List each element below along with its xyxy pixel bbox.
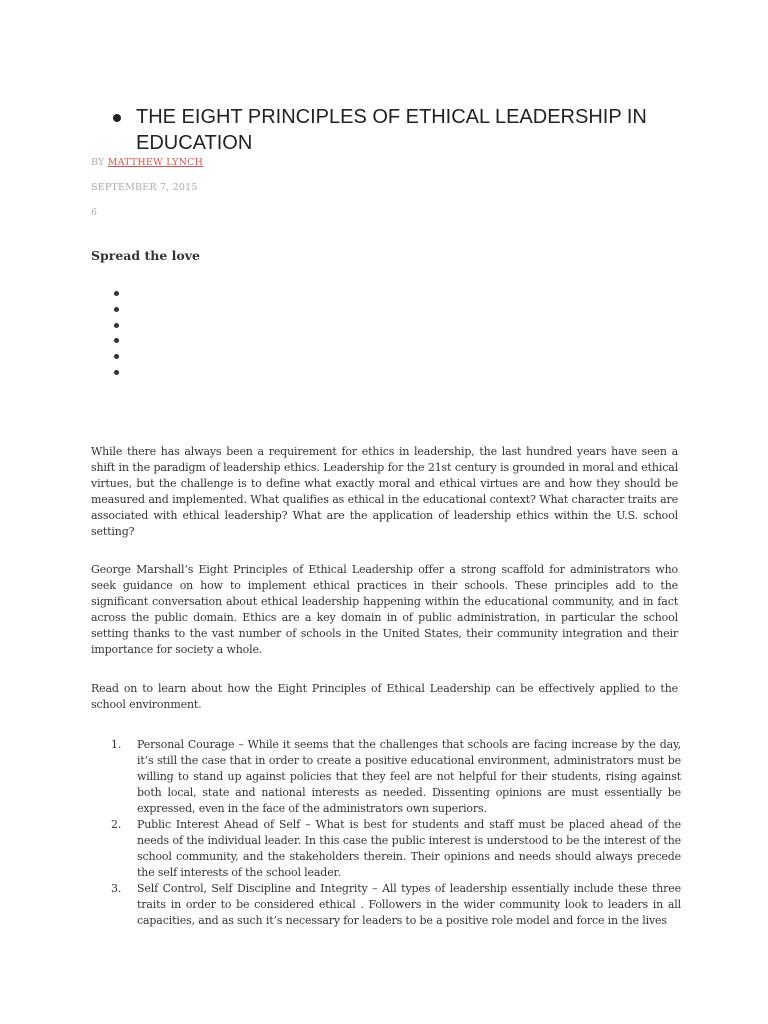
principle-number: 2. xyxy=(111,818,122,831)
principle-number: 1. xyxy=(111,738,122,751)
article-title: THE EIGHT PRINCIPLES OF ETHICAL LEADERSHIP IN EDUCATION xyxy=(136,106,647,154)
byline xyxy=(91,157,203,168)
bullet-icon xyxy=(114,354,119,359)
principle-item xyxy=(91,817,681,881)
share-heading: Spread the love xyxy=(91,248,200,263)
principle-text: Public Interest Ahead of Self – What is best for students and staff must be placed ahead of the needs of the individual leader. In this case the public interest is understood to be the interest of the school community, and the stakeholders therein. Their opinions and needs should always precede the self interests of the school leader. xyxy=(137,818,681,879)
principle-number: 3. xyxy=(111,882,122,895)
bullet-icon xyxy=(114,370,119,375)
author-link[interactable]: MATTHEW LYNCH xyxy=(107,157,204,168)
bullet-icon xyxy=(114,291,119,296)
principle-item xyxy=(91,737,681,817)
read-on-paragraph: Read on to learn about how the Eight Principles of Ethical Leadership can be effectively applied to the school environment. xyxy=(91,682,678,711)
intro-paragraph: While there has always been a requirement for ethics in leadership, the last hundred years have seen a shift in the paradigm of leadership ethics. Leadership for the 21st century is grounded in moral and ethical virtues, but the challenge is to define what exactly moral and ethical virtues are and how they should be measured and implemented. What qualifies as ethical in the educational context? What character traits are associated with ethical leadership? What are the application of leadership ethics within the U.S. school setting? xyxy=(91,445,678,538)
bullet-icon xyxy=(114,323,119,328)
bullet-icon xyxy=(114,307,119,312)
principle-text: Self Control, Self Discipline and Integrity – All types of leadership essentially include these three traits in order to be considered ethical . Followers in the wider community look to leaders in all capacities, and as such it’s necessary for leaders to be a positive role model and force in the lives xyxy=(137,882,681,927)
publish-date: SEPTEMBER 7, 2015 xyxy=(91,182,198,193)
marshall-paragraph: George Marshall’s Eight Principles of Ethical Leadership offer a strong scaffold for administrators who seek guidance on how to implement ethical practices in their schools. These principles add to the significant conversation about ethical leadership happening within the educational community, and in fact across the public domain. Ethics are a key domain in of public administration, in particular the school setting thanks to the vast number of schools in the United States, their community integration and their importance for society a whole. xyxy=(91,563,678,656)
principle-item xyxy=(91,881,681,929)
principles-list xyxy=(91,737,681,929)
bullet-icon xyxy=(114,338,119,343)
byline-label: BY xyxy=(91,157,108,168)
bullet-icon xyxy=(113,114,121,122)
comment-count[interactable]: 6 xyxy=(91,207,98,218)
principle-text: Personal Courage – While it seems that the challenges that schools are facing increase by the day, it’s still the case that in order to create a positive educational environment, administrators must be willing to stand up against policies that they feel are not helpful for their students, rising against both local, state and national interests as needed. Dissenting opinions are must essentially be expressed, even in the face of the administrators own superiors. xyxy=(137,738,681,815)
